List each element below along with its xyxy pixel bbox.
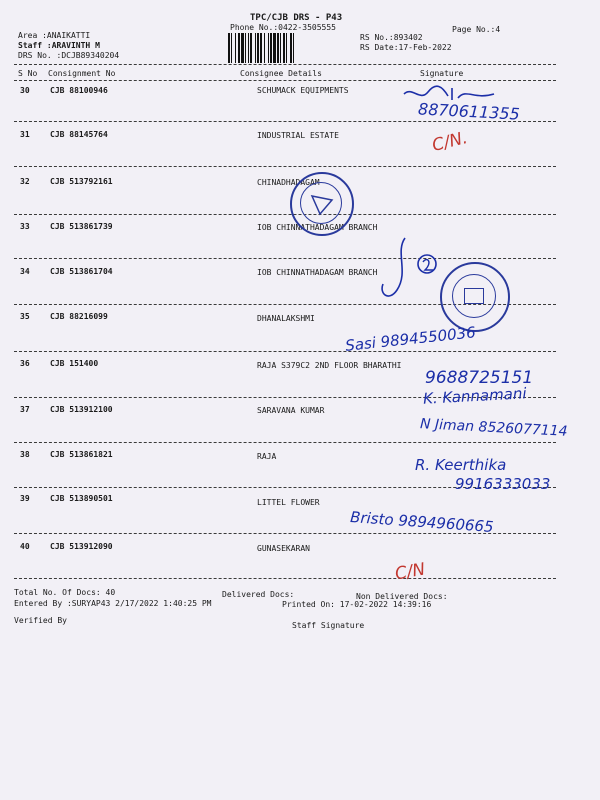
- row-sno: 32: [20, 177, 30, 186]
- handwritten-signature: Bristo 9894960665: [349, 508, 495, 536]
- page-number: Page No.:4: [452, 25, 501, 34]
- staff-signature: Staff Signature: [292, 621, 365, 630]
- row-consignee: LITTEL FLOWER: [257, 498, 320, 507]
- row-sno: 31: [20, 130, 30, 139]
- rs-number: RS No.:893402: [360, 33, 423, 42]
- row-consignment: CJB 88216099: [50, 312, 108, 321]
- row-divider: [14, 258, 556, 259]
- barcode: [228, 33, 350, 63]
- row-consignment: CJB 513792161: [50, 177, 113, 186]
- row-consignment: CJB 513861704: [50, 267, 113, 276]
- delivered-docs: Delivered Docs:: [222, 590, 295, 599]
- handwritten-cn-mark: C/N: [393, 559, 427, 585]
- handwritten-name: K. Kannamani: [422, 384, 527, 408]
- col-consignment: Consignment No: [48, 69, 116, 78]
- row-consignee: INDUSTRIAL ESTATE: [257, 131, 339, 140]
- row-consignee: CHINADHADAGAM: [257, 178, 320, 187]
- row-sno: 37: [20, 405, 30, 414]
- handwritten-name: R. Keerthika: [415, 456, 507, 474]
- row-sno: 39: [20, 494, 30, 503]
- phone-number: Phone No.:0422-3505555: [230, 23, 336, 32]
- row-consignment: CJB 513861739: [50, 222, 113, 231]
- handwritten-phone: 9916333033: [455, 475, 551, 493]
- row-divider: [14, 578, 556, 579]
- row-consignee: RAJA: [257, 452, 277, 461]
- row-consignee: SARAVANA KUMAR: [257, 406, 325, 415]
- row-consignment: CJB 513890501: [50, 494, 113, 503]
- row-sno: 38: [20, 450, 30, 459]
- row-divider: [14, 166, 556, 167]
- row-sno: 36: [20, 359, 30, 368]
- total-docs: Total No. Of Docs: 40: [14, 588, 116, 597]
- row-consignee: IOB CHINNATHADAGAM BRANCH: [257, 223, 378, 232]
- col-consignee: Consignee Details: [240, 69, 322, 78]
- row-consignment: CJB 88100946: [50, 86, 108, 95]
- row-divider: [14, 214, 556, 215]
- document-title: TPC/CJB DRS - P43: [250, 13, 343, 23]
- row-consignee: RAJA S379C2 2ND FLOOR BHARATHI: [257, 361, 402, 370]
- row-sno: 33: [20, 222, 30, 231]
- row-divider: [14, 442, 556, 443]
- row-sno: 40: [20, 542, 30, 551]
- row-sno: 30: [20, 86, 30, 95]
- drs-number: DRS No. :DCJB89340204: [18, 51, 120, 60]
- row-consignment: CJB 151400: [50, 359, 99, 368]
- non-delivered-docs: Non Delivered Docs:: [356, 592, 448, 601]
- handwritten-phone: 9688725151: [425, 368, 534, 388]
- row-consignee: DHANALAKSHMI: [257, 314, 315, 323]
- handwritten-signature: Sasi 9894550036: [344, 323, 477, 355]
- handwritten-mark: [375, 232, 445, 312]
- printed-on: Printed On: 17-02-2022 14:39:16: [282, 600, 432, 609]
- col-signature: Signature: [420, 69, 464, 78]
- handwritten-cn-mark: C/N.: [430, 127, 470, 157]
- staff-label: Staff :ARAVINTH M: [18, 41, 100, 50]
- row-consignment: CJB 513912090: [50, 542, 113, 551]
- row-sno: 34: [20, 267, 30, 276]
- row-consignee: IOB CHINNATHADAGAM BRANCH: [257, 268, 378, 277]
- handwritten-signature: N Jiman 8526077114: [419, 416, 568, 440]
- row-consignment: CJB 88145764: [50, 130, 108, 139]
- row-consignment: CJB 513861821: [50, 450, 113, 459]
- handwritten-phone: 8870611355: [417, 99, 521, 124]
- row-consignment: CJB 513912100: [50, 405, 113, 414]
- row-consignee: GUNASEKARAN: [257, 544, 310, 553]
- row-sno: 35: [20, 312, 30, 321]
- area-label: Area :ANAIKATTI: [18, 31, 91, 40]
- rs-date: RS Date:17-Feb-2022: [360, 43, 452, 52]
- header-rule-top: [14, 64, 556, 65]
- header-rule-bottom: [14, 80, 556, 81]
- row-divider: [14, 351, 556, 352]
- col-sno: S No: [18, 69, 38, 78]
- stamp-emblem-icon: [308, 190, 336, 218]
- bank-stamp: [440, 262, 510, 332]
- round-stamp: [290, 172, 354, 236]
- verified-by: Verified By: [14, 616, 67, 625]
- entered-by: Entered By :SURYAP43 2/17/2022 1:40:25 PM: [14, 599, 212, 608]
- row-consignee: SCHUMACK EQUIPMENTS: [257, 86, 349, 95]
